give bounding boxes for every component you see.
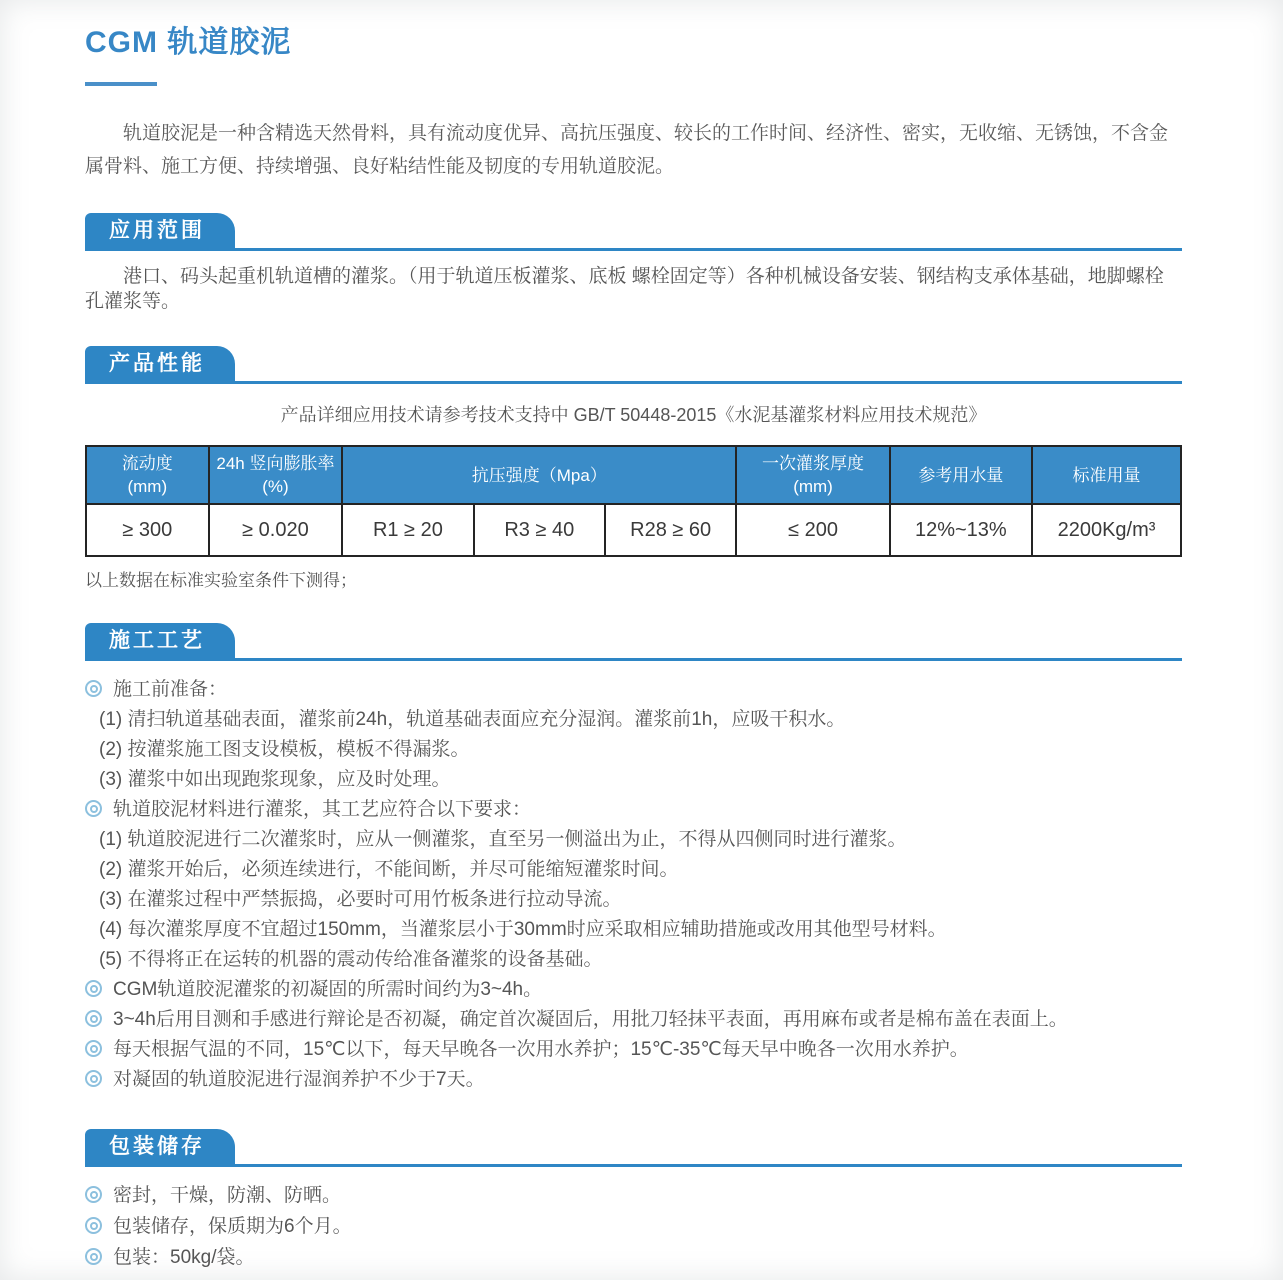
list-item xyxy=(85,798,1182,821)
packaging-list xyxy=(85,1184,1182,1269)
bullet-inner-ring xyxy=(90,1045,98,1053)
value-flow: ≥ 300 xyxy=(86,504,209,556)
table-header-expansion xyxy=(209,446,343,504)
double-circle-bullet-icon xyxy=(85,980,102,997)
value-r28: R28 ≥ 60 xyxy=(605,504,736,556)
bullet-inner-ring xyxy=(90,1075,98,1083)
list-item-text: 每天根据气温的不同，15℃以下，每天早晚各一次用水养护；15℃-35℃每天早中晚各一次用水养护。 xyxy=(113,1039,969,1060)
performance-reference: 产品详细应用技术请参考技术支持中 GB/T 50448-2015《水泥基灌浆材料应用技术规范》 xyxy=(280,405,987,425)
section-badge: 包装储存 xyxy=(85,1129,235,1164)
bullet-inner-ring xyxy=(90,685,98,693)
list-item-text: 包装储存，保质期为6个月。 xyxy=(113,1216,352,1237)
header-unit: (mm) xyxy=(127,477,168,496)
list-item-text: (3) 在灌浆过程中严禁振捣，必要时可用竹板条进行拉动导流。 xyxy=(99,889,622,910)
intro-paragraph: 轨道胶泥是一种含精选天然骨料，具有流动度优异、高抗压强度、较长的工作时间、经济性、密实，无收缩、无锈蚀，不含金属骨料、施工方便、持续增强、良好粘结性能及韧度的专用轨道胶泥。 xyxy=(85,123,1169,177)
list-item-text: 轨道胶泥材料进行灌浆，其工艺应符合以下要求： xyxy=(113,799,532,820)
list-item xyxy=(85,978,1182,1001)
double-circle-bullet-icon xyxy=(85,1010,102,1027)
list-item-text: 对凝固的轨道胶泥进行湿润养护不少于7天。 xyxy=(113,1069,485,1090)
section-badge: 产品性能 xyxy=(85,346,235,381)
list-item-text: (4) 每次灌浆厚度不宜超过150mm，当灌浆层小于30mm时应采取相应辅助措施或改用其他型号材料。 xyxy=(99,919,947,940)
header-unit: (%) xyxy=(262,477,289,496)
list-item xyxy=(85,828,1182,851)
value-thickness: ≤ 200 xyxy=(736,504,889,556)
list-item-text: (2) 灌浆开始后，必须连续进行，不能间断，并尽可能缩短灌浆时间。 xyxy=(99,859,679,880)
bullet-inner-ring xyxy=(90,1222,98,1230)
performance-table xyxy=(85,445,1182,557)
list-item-text: (5) 不得将正在运转的机器的震动传给准备灌浆的设备基础。 xyxy=(99,949,603,970)
list-item xyxy=(85,678,1182,701)
list-item xyxy=(85,1068,1182,1091)
list-item xyxy=(85,918,1182,941)
double-circle-bullet-icon xyxy=(85,1248,102,1265)
list-item-text: (1) 轨道胶泥进行二次灌浆时，应从一侧灌浆，直至另一侧溢出为止，不得从四侧同时进行灌浆。 xyxy=(99,829,907,850)
double-circle-bullet-icon xyxy=(85,1186,102,1203)
table-header-dosage: 标准用量 xyxy=(1032,446,1181,504)
value-r1: R1 ≥ 20 xyxy=(342,504,473,556)
double-circle-bullet-icon xyxy=(85,1040,102,1057)
double-circle-bullet-icon xyxy=(85,1217,102,1234)
bullet-inner-ring xyxy=(90,1191,98,1199)
list-item-text: 包装：50kg/袋。 xyxy=(113,1247,255,1268)
title-underline xyxy=(85,82,157,86)
application-body: 港口、码头起重机轨道槽的灌浆。（用于轨道压板灌浆、底板 螺栓固定等）各种机械设备安装、钢结构支承体基础，地脚螺栓孔灌浆等。 xyxy=(85,266,1164,312)
table-note: 以上数据在标准实验室条件下测得； xyxy=(85,571,357,590)
list-item xyxy=(85,858,1182,881)
list-item-text: (1) 清扫轨道基础表面，灌浆前24h，轨道基础表面应充分湿润。灌浆前1h，应吸干积水。 xyxy=(99,709,846,730)
section-header-packaging xyxy=(85,1129,1182,1167)
list-item xyxy=(85,768,1182,791)
double-circle-bullet-icon xyxy=(85,680,102,697)
list-item xyxy=(85,888,1182,911)
bullet-inner-ring xyxy=(90,1253,98,1261)
bullet-inner-ring xyxy=(90,805,98,813)
table-header-flow xyxy=(86,446,209,504)
table-header-water: 参考用水量 xyxy=(890,446,1032,504)
section-badge: 应用范围 xyxy=(85,213,235,248)
double-circle-bullet-icon xyxy=(85,1070,102,1087)
list-item xyxy=(85,738,1182,761)
list-item-text: 施工前准备： xyxy=(113,679,228,700)
list-item xyxy=(85,1008,1182,1031)
table-header-compressive: 抗压强度（Mpa） xyxy=(342,446,736,504)
header-text: 流动度 xyxy=(121,454,173,473)
list-item xyxy=(85,708,1182,731)
section-header-application xyxy=(85,213,1182,251)
header-text: 24h 竖向膨胀率 xyxy=(216,454,335,473)
value-dosage: 2200Kg/m³ xyxy=(1032,504,1181,556)
list-item xyxy=(85,948,1182,971)
list-item xyxy=(85,1038,1182,1061)
section-header-performance xyxy=(85,346,1182,384)
value-water: 12%~13% xyxy=(890,504,1032,556)
table-header-thickness xyxy=(736,446,889,504)
list-item xyxy=(85,1246,1182,1269)
bullet-inner-ring xyxy=(90,1015,98,1023)
value-r3: R3 ≥ 40 xyxy=(474,504,605,556)
table-data-row xyxy=(86,504,1181,556)
process-list xyxy=(85,678,1182,1091)
list-item-text: (2) 按灌浆施工图支设模板，模板不得漏浆。 xyxy=(99,739,470,760)
list-item-text: (3) 灌浆中如出现跑浆现象，应及时处理。 xyxy=(99,769,451,790)
page-title: CGM 轨道胶泥 xyxy=(85,26,292,59)
list-item xyxy=(85,1215,1182,1238)
value-expansion: ≥ 0.020 xyxy=(209,504,343,556)
header-text: 一次灌浆厚度 xyxy=(762,454,865,473)
list-item xyxy=(85,1184,1182,1207)
section-badge: 施工工艺 xyxy=(85,623,235,658)
list-item-text: CGM轨道胶泥灌浆的初凝固的所需时间约为3~4h。 xyxy=(113,979,543,1000)
bullet-inner-ring xyxy=(90,985,98,993)
section-header-process xyxy=(85,623,1182,661)
list-item-text: 密封，干燥，防潮、防晒。 xyxy=(113,1185,342,1206)
double-circle-bullet-icon xyxy=(85,800,102,817)
header-unit: (mm) xyxy=(793,477,833,496)
list-item-text: 3~4h后用目测和手感进行辩论是否初凝，确定首次凝固后，用批刀轻抹平表面，再用麻布或者是棉布盖在表面上。 xyxy=(113,1009,1068,1030)
table-header-row xyxy=(86,446,1181,504)
